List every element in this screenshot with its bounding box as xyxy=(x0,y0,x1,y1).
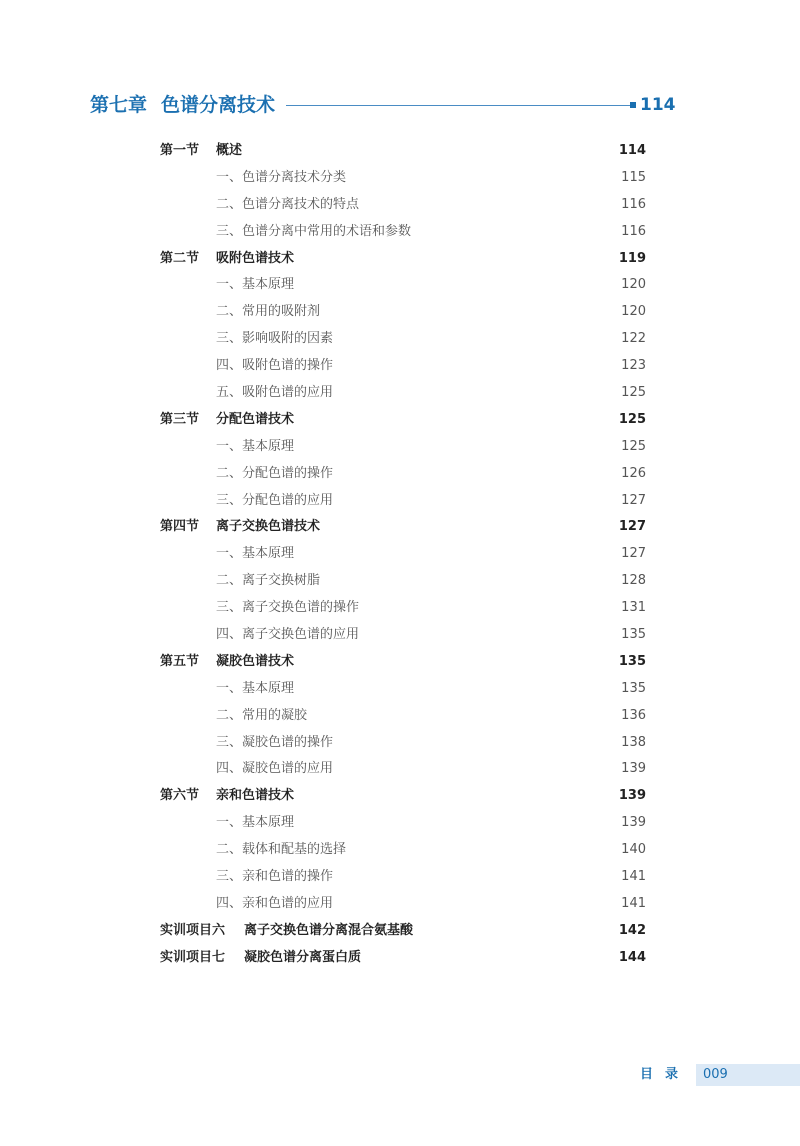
toc-entry-page: 138 xyxy=(621,734,646,750)
toc-entry-title: 四、离子交换色谱的应用 xyxy=(216,627,360,643)
toc-entry-number: 实训项目七 xyxy=(160,949,226,965)
toc-entry-page: 127 xyxy=(621,492,646,508)
toc-entry-page: 131 xyxy=(621,600,646,616)
toc-entry[interactable] xyxy=(0,299,800,326)
toc-section[interactable] xyxy=(0,138,800,165)
toc-entry[interactable] xyxy=(0,488,800,515)
toc-entry-title: 二、常用的凝胶 xyxy=(216,707,308,723)
toc-entry[interactable] xyxy=(0,434,800,461)
toc-entry-title: 二、色谱分离技术的特点 xyxy=(216,196,360,212)
toc-entry-title: 离子交换色谱技术 xyxy=(216,519,321,535)
toc-entry-label xyxy=(216,595,359,622)
toc-entry[interactable] xyxy=(0,676,800,703)
toc-entry-title: 吸附色谱技术 xyxy=(216,250,295,266)
toc-entry[interactable] xyxy=(0,837,800,864)
toc-entry-label xyxy=(216,434,294,461)
toc-entry-page: 127 xyxy=(618,519,646,535)
toc-entry-title: 分配色谱技术 xyxy=(216,411,295,427)
toc-entry[interactable] xyxy=(0,568,800,595)
toc-entry-label xyxy=(160,138,242,165)
table-of-contents xyxy=(0,138,800,972)
toc-entry-number: 实训项目六 xyxy=(160,922,226,938)
toc-section[interactable] xyxy=(0,246,800,273)
toc-entry-page: 141 xyxy=(621,895,646,911)
toc-entry-label xyxy=(216,353,333,380)
toc-entry-label xyxy=(216,326,333,353)
toc-entry-label xyxy=(216,299,320,326)
toc-entry-title: 三、凝胶色谱的操作 xyxy=(216,734,334,750)
toc-entry-label xyxy=(216,488,333,515)
toc-entry-label xyxy=(216,541,294,568)
toc-entry-label xyxy=(160,918,413,945)
toc-entry-title: 一、基本原理 xyxy=(216,546,295,562)
toc-section[interactable] xyxy=(0,407,800,434)
toc-entry-title: 三、色谱分离中常用的术语和参数 xyxy=(216,223,412,239)
toc-entry-number: 第五节 xyxy=(160,653,200,669)
toc-entry-page: 122 xyxy=(621,331,646,347)
toc-entry-label xyxy=(216,756,333,783)
toc-entry[interactable] xyxy=(0,864,800,891)
toc-entry-label xyxy=(216,461,333,488)
chapter-name: 色谱分离技术 xyxy=(161,94,276,116)
toc-entry[interactable] xyxy=(0,541,800,568)
toc-entry-page: 115 xyxy=(621,169,646,185)
toc-entry[interactable] xyxy=(0,326,800,353)
toc-entry-label xyxy=(160,407,294,434)
toc-section[interactable] xyxy=(0,649,800,676)
toc-entry-page: 142 xyxy=(618,922,646,938)
toc-entry-label xyxy=(216,192,359,219)
toc-entry-page: 116 xyxy=(621,223,646,239)
footer-label: 目录 xyxy=(640,1067,691,1082)
toc-entry-title: 一、基本原理 xyxy=(216,277,295,293)
toc-project[interactable] xyxy=(0,945,800,972)
page-footer xyxy=(640,1064,800,1086)
toc-entry[interactable] xyxy=(0,756,800,783)
chapter-page-number: 114 xyxy=(640,95,676,115)
toc-entry-title: 一、基本原理 xyxy=(216,438,295,454)
toc-entry-title: 二、离子交换树脂 xyxy=(216,573,321,589)
chapter-number: 第七章 xyxy=(90,94,148,116)
toc-entry-number: 第一节 xyxy=(160,143,200,158)
toc-entry-page: 125 xyxy=(621,385,646,401)
toc-section[interactable] xyxy=(0,514,800,541)
toc-entry-label xyxy=(216,810,294,837)
toc-entry-title: 一、色谱分离技术分类 xyxy=(216,169,347,185)
toc-entry-page: 141 xyxy=(621,869,646,885)
toc-entry-title: 三、亲和色谱的操作 xyxy=(216,869,334,885)
toc-entry-page: 135 xyxy=(618,653,646,669)
toc-entry-title: 亲和色谱技术 xyxy=(216,788,295,804)
toc-entry-title: 三、离子交换色谱的操作 xyxy=(216,600,360,616)
chapter-title xyxy=(90,92,275,118)
toc-entry[interactable] xyxy=(0,380,800,407)
toc-entry-title: 二、常用的吸附剂 xyxy=(216,304,321,320)
toc-entry[interactable] xyxy=(0,891,800,918)
toc-entry-number: 第三节 xyxy=(160,411,200,427)
toc-entry-page: 139 xyxy=(621,761,646,777)
toc-entry-title: 一、基本原理 xyxy=(216,680,295,696)
toc-entry-title: 离子交换色谱分离混合氨基酸 xyxy=(244,922,414,938)
toc-entry-title: 三、分配色谱的应用 xyxy=(216,492,334,508)
toc-entry-label xyxy=(160,246,294,273)
toc-entry-label xyxy=(216,864,333,891)
toc-entry-page: 123 xyxy=(621,358,646,374)
toc-entry[interactable] xyxy=(0,219,800,246)
toc-entry-label xyxy=(216,165,346,192)
toc-entry-title: 四、吸附色谱的操作 xyxy=(216,358,334,374)
footer-page-number: 009 xyxy=(703,1067,728,1082)
toc-entry-label xyxy=(216,676,294,703)
toc-entry-label xyxy=(160,514,320,541)
toc-entry-page: 116 xyxy=(621,196,646,212)
toc-entry-label xyxy=(216,380,333,407)
toc-entry-page: 114 xyxy=(618,143,646,158)
toc-entry[interactable] xyxy=(0,622,800,649)
toc-entry-title: 二、分配色谱的操作 xyxy=(216,465,334,481)
toc-entry-label xyxy=(216,730,333,757)
toc-entry[interactable] xyxy=(0,595,800,622)
toc-entry-title: 三、影响吸附的因素 xyxy=(216,331,334,347)
toc-entry-label xyxy=(160,649,294,676)
chapter-leader-line xyxy=(286,105,630,106)
toc-entry-page: 140 xyxy=(621,842,646,858)
toc-entry-page: 139 xyxy=(621,815,646,831)
toc-entry-page: 136 xyxy=(621,707,646,723)
toc-entry-page: 144 xyxy=(618,949,646,965)
toc-entry-label xyxy=(216,622,359,649)
toc-entry-label xyxy=(216,272,294,299)
toc-entry-title: 五、吸附色谱的应用 xyxy=(216,385,334,401)
toc-entry-label xyxy=(216,568,320,595)
toc-entry-label xyxy=(216,219,411,246)
toc-entry-title: 二、载体和配基的选择 xyxy=(216,842,347,858)
toc-entry-title: 四、亲和色谱的应用 xyxy=(216,895,334,911)
toc-entry-title: 凝胶色谱技术 xyxy=(216,653,295,669)
toc-entry-title: 四、凝胶色谱的应用 xyxy=(216,761,334,777)
toc-entry[interactable] xyxy=(0,810,800,837)
toc-entry-number: 第六节 xyxy=(160,788,200,804)
toc-entry-page: 120 xyxy=(621,304,646,320)
toc-entry-number: 第二节 xyxy=(160,250,200,266)
toc-entry-page: 135 xyxy=(621,680,646,696)
toc-entry-label xyxy=(160,783,294,810)
toc-entry[interactable] xyxy=(0,703,800,730)
toc-entry-page: 127 xyxy=(621,546,646,562)
toc-section[interactable] xyxy=(0,783,800,810)
toc-entry-page: 120 xyxy=(621,277,646,293)
toc-entry-page: 126 xyxy=(621,465,646,481)
toc-entry[interactable] xyxy=(0,165,800,192)
toc-entry-label xyxy=(216,703,307,730)
toc-entry-page: 128 xyxy=(621,573,646,589)
chapter-bullet-icon xyxy=(630,102,636,108)
toc-entry-number: 第四节 xyxy=(160,519,200,535)
toc-entry-label xyxy=(160,945,361,972)
toc-entry[interactable] xyxy=(0,353,800,380)
toc-entry-label xyxy=(216,891,333,918)
toc-entry-page: 135 xyxy=(621,627,646,643)
toc-project[interactable] xyxy=(0,918,800,945)
toc-entry[interactable] xyxy=(0,272,800,299)
toc-entry-title: 概述 xyxy=(216,143,243,158)
toc-entry-page: 125 xyxy=(618,411,646,427)
toc-entry[interactable] xyxy=(0,192,800,219)
toc-entry-page: 119 xyxy=(618,250,646,266)
toc-entry-page: 139 xyxy=(618,788,646,804)
toc-entry[interactable] xyxy=(0,730,800,757)
toc-entry-title: 凝胶色谱分离蛋白质 xyxy=(244,949,362,965)
toc-entry-label xyxy=(216,837,346,864)
toc-entry-page: 125 xyxy=(621,438,646,454)
toc-entry[interactable] xyxy=(0,461,800,488)
toc-entry-title: 一、基本原理 xyxy=(216,815,295,831)
chapter-heading xyxy=(90,92,690,120)
